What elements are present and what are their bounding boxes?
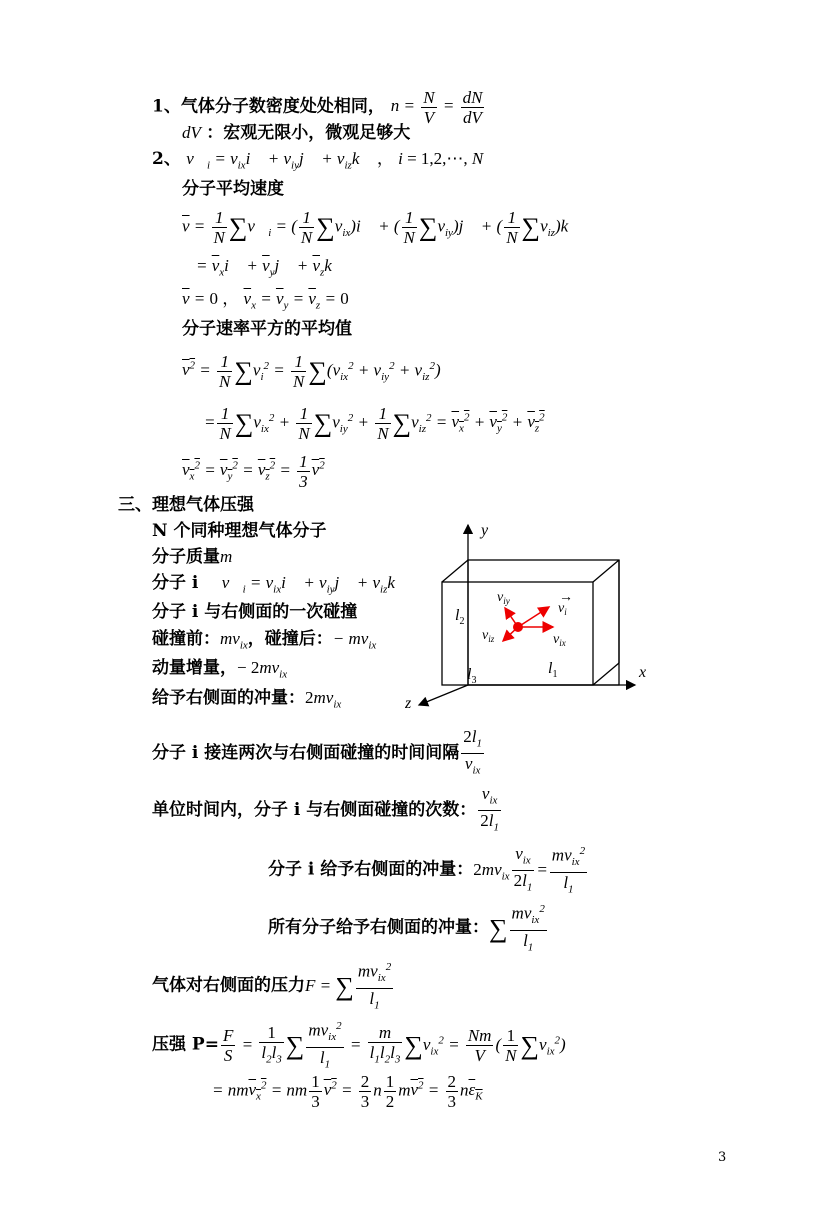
dv-var: dV xyxy=(182,123,201,142)
avg-velocity-title: 分子平均速度 xyxy=(182,179,284,199)
avg-velocity-eq2: = $\overline{v}_xi⃗$ + $\overline{v}_yj⃗$ + $\overline{v}_zk⃗$ xyxy=(196,256,346,279)
box-diagram xyxy=(405,515,665,715)
ms-eq3: $v_x^2 = v_y^2 = v_z^2$ = $\frac{1}{3}$ $v^2$ xyxy=(182,452,325,491)
s3-frequency-formula: $v_{ix}$ $2l_1$ xyxy=(480,784,500,834)
z-label: z xyxy=(405,695,412,712)
avg-velocity-eq1: $\overline{v}$ = $\frac{1}{N}$ $\sum v⃗_i$ = ( $\frac{1}{N}$ $\sum v_{ix})i⃗$ + ( $\frac{1}{N}$ $\sum v_{iy})j⃗$ + ( $\frac{1}{N}$ $\sum v_{iz})k⃗$ xyxy=(182,208,582,247)
x-label: x xyxy=(639,664,647,681)
s3-frequency-label: 单位时间内，分子 i 与右侧面碰撞的次数： xyxy=(152,799,477,820)
item1-note: ：宏观无限小，微观足够大 xyxy=(206,123,411,143)
section3-title: 三、理想气体压强 xyxy=(118,495,254,515)
s3-force-label: 气体对右侧面的压力 xyxy=(152,975,305,996)
s3-line2 xyxy=(152,546,232,568)
s3-before-label: 碰撞前： xyxy=(152,629,220,649)
s3-molecule-label: 分子 i xyxy=(152,573,199,593)
ms-eq2: = $\frac{1}{N}$ $\sum v_{ix}^2$ + $\frac{1}{N}$ $\sum v_{iy}^2$ + $\frac{1}{N}$ $\sum v_{iz}^2 = v_x^2 + v_y^2 + v_z^2$ xyxy=(204,404,545,443)
item2-formula: $v⃗_i$ = $v_{ix}i⃗$ + $v_{iy}j⃗$ + $v_{iz}k⃗$ ， i = 1,2,⋯, N xyxy=(186,149,484,172)
molecule-dot xyxy=(513,622,523,632)
item1-note-line xyxy=(182,122,410,144)
box-edge xyxy=(593,663,619,685)
l3-label: $l_3$ xyxy=(467,666,477,686)
s3-mass-var: m xyxy=(220,547,233,566)
s3-interval-label: 分子 i 接连两次与右侧面碰撞的时间间隔 xyxy=(152,742,460,763)
z-axis xyxy=(419,685,468,705)
s3-line10 xyxy=(268,842,589,899)
item1-label: 1、气体分子数密度处处相同， xyxy=(152,96,385,117)
s3-line11 xyxy=(268,900,549,957)
vi-vector xyxy=(518,607,549,627)
s3-line6 xyxy=(152,657,287,685)
s3-line1: N 个同种理想气体分子 xyxy=(152,521,327,541)
s3-line9 xyxy=(152,784,503,838)
s3-line12 xyxy=(152,958,395,1015)
s3-line5 xyxy=(152,628,376,656)
s3-before-formula: $mv_{ix}$ xyxy=(220,629,248,652)
page-number: 3 xyxy=(718,1150,727,1165)
box-edge xyxy=(593,560,619,582)
s3-line7 xyxy=(152,687,341,715)
s3-line8 xyxy=(152,727,486,781)
avg-velocity-eq3: $\overline{v} = 0$ ， $\overline{v}_x = \overline{v}_y = \overline{v}_z = 0$ xyxy=(182,289,349,312)
s3-single-impulse-formula: $2mv_{ix}$ $v_{ix}$ $2l_1$ = $mv_{ix}^2$ $l_1$ xyxy=(473,843,586,896)
s3-interval-formula: $2l_1$ $v_{ix}$ xyxy=(463,727,483,777)
vi-label: $v_i$ xyxy=(558,601,567,617)
item2-line xyxy=(152,148,483,176)
s3-molecule-velocity: $v⃗_i$ = $v_{ix}i⃗$ + $v_{iy}j⃗$ + $v_{iz}k⃗$ xyxy=(221,573,409,596)
s3-single-impulse-label: 分子 i 给予右侧面的冲量： xyxy=(268,859,474,880)
s3-pressure-formula: $\frac{F}{S}$ = $\frac{1}{l_2l_3}$ ∑ $mv_{ix}^2$ $l_1$ = $\frac{m}{l_1l_2l_3}$ $\sum v_{ix}^2$ = $\frac{Nm}{V}$ ( $\frac{1}{N}$ $\sum v_{ix}^2$) xyxy=(219,1035,566,1054)
s3-line14: = nmv$_x^2$ = nm $\frac{1}{3}$ $v^2$ = $\frac{2}{3}$ n $\frac{1}{2}$ $mv^2$ = $\frac{2}{3}$ $n\varepsilon_K$ xyxy=(212,1072,483,1111)
ms-eq1: $v^2$ = $\frac{1}{N}$ $\sum v_i^2$ = $\frac{1}{N}$ $\sum(v_{ix}^2 + v_{iy}^2 + v_{iz}^2)$ xyxy=(182,352,441,391)
viy-label: $v_{iy}$ xyxy=(497,590,510,606)
s3-force-formula: F = ∑ $mv_{ix}^2$ $l_1$ xyxy=(305,976,395,995)
s3-after-formula: − $mv_{ix}$ xyxy=(332,629,377,652)
item1-formula: n = $\frac{N}{V}$ = $\frac{dN}{dV}$ xyxy=(390,88,483,127)
l1-label: $l_1$ xyxy=(548,660,558,680)
s3-momentum-formula: − $2mv_{ix}$ xyxy=(237,658,288,681)
vi-arrow-mark: → xyxy=(559,590,573,605)
s3-line3 xyxy=(152,572,408,600)
s3-line13 xyxy=(152,1017,566,1074)
box-edge xyxy=(442,560,468,582)
l2-label: $l_2$ xyxy=(455,607,465,627)
s3-impulse-formula: $2mv_{ix}$ xyxy=(305,688,342,711)
viz-label: $v_{iz}$ xyxy=(482,628,495,644)
s3-momentum-label: 动量增量， xyxy=(152,658,237,678)
s3-total-impulse-formula: ∑ $mv_{ix}^2$ $l_1$ xyxy=(489,918,549,937)
s3-impulse-label: 给予右侧面的冲量： xyxy=(152,688,305,708)
s3-after-label: ，碰撞后： xyxy=(247,629,333,649)
y-label: y xyxy=(481,522,489,539)
s3-mass-label: 分子质量 xyxy=(152,547,220,567)
s3-total-impulse-label: 所有分子给予右侧面的冲量： xyxy=(268,917,489,938)
mean-square-title: 分子速率平方的平均值 xyxy=(182,319,352,339)
vix-label: $v_{ix}$ xyxy=(553,632,566,648)
s3-line4: 分子 i 与右侧面的一次碰撞 xyxy=(152,602,358,622)
item2-label: 2、 xyxy=(152,149,181,169)
s3-pressure-label: 压强 P= xyxy=(152,1034,219,1055)
